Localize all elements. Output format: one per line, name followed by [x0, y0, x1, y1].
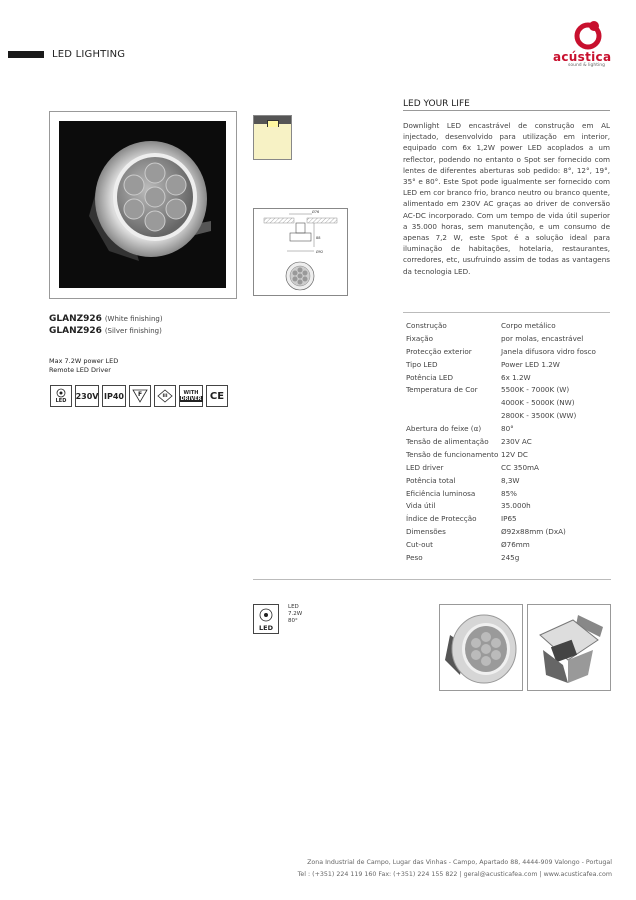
- dim-diameter-label: Ø92: [316, 250, 324, 254]
- technical-drawing: [253, 208, 348, 296]
- beam-light-swatch: [253, 115, 292, 160]
- spec-value: 4000K - 5000K (NW): [501, 398, 575, 408]
- product-code-silver: GLANZ926 (Silver finishing): [49, 326, 162, 336]
- spec-row: [406, 449, 616, 462]
- spec-value: 2800K - 3500K (WW): [501, 411, 577, 421]
- spec-row: [406, 488, 616, 501]
- spec-key: Peso: [406, 553, 423, 563]
- product-code-white: GLANZ926 (White finishing): [49, 314, 163, 324]
- product-side-photo: [527, 604, 611, 691]
- spec-value: por molas, encastrável: [501, 333, 584, 343]
- downlight-side-image: [528, 605, 610, 690]
- spec-value: Janela difusora vidro fosco: [501, 346, 596, 356]
- f-mark-icon: F: [129, 385, 151, 407]
- with-driver-icon: WITH DRIVER: [179, 385, 203, 407]
- heading-divider: [403, 110, 610, 111]
- spec-row: [406, 397, 616, 410]
- spec-value: Ø76mm: [501, 540, 530, 550]
- spec-key: Tensão de funcionamento: [406, 449, 499, 459]
- spec-value: 35.000h: [501, 501, 531, 511]
- spec-key: Fixação: [406, 333, 434, 343]
- ip-rating-icon: IP40: [102, 385, 126, 407]
- downlight-image: [59, 121, 226, 288]
- spec-row: [406, 384, 616, 397]
- spec-row: [406, 475, 616, 488]
- ce-mark-icon: CE: [206, 385, 228, 407]
- spec-row: [406, 359, 616, 372]
- spec-row: [406, 423, 616, 436]
- spec-value: 245g: [501, 553, 520, 563]
- section-title: LED LIGHTING: [52, 49, 126, 60]
- spec-row: [406, 436, 616, 449]
- spec-key: Vida útil: [406, 501, 436, 511]
- product-front-photo: [439, 604, 523, 691]
- spec-key: Índice de Protecção: [406, 514, 477, 524]
- spec-value: Corpo metálico: [501, 321, 556, 330]
- class-icon: III: [154, 385, 176, 407]
- spec-key: Construção: [406, 321, 447, 330]
- driver-note: Remote LED Driver: [49, 366, 111, 374]
- variant-spec-text: LED 7.2W 80°: [288, 604, 303, 624]
- spec-row: [406, 372, 616, 385]
- spec-row: [406, 552, 616, 565]
- dimension-diagram: [254, 209, 347, 295]
- spec-key: Abertura do feixe (α): [406, 424, 482, 434]
- spec-row: [406, 526, 616, 539]
- section-marker-bar: [8, 51, 44, 58]
- spec-key: Potência LED: [406, 372, 453, 382]
- description-text: Downlight LED encastrável de construção em AL injectado, desenvolvido para utilização em interior, equipado com 6x 1,2W power LED acoplados a um reflector, podendo no entanto o Spot ser fornecido com lentes de diferentes aberturas sob pedido: 8°, 12°, 19°, 35° e 80°. Este Spot pode igualmente ser fornecido com LED em cor branco frio, branco neutro ou branco quente, alimentado em 230V AC graças ao driver de conversão AC-DC incorporado. Com um tempo de vida útil superior a 35.000 horas, sem manutenção, e um consumo de apenas 7,2 W, este Spot é a solução ideal para iluminação de habitações, hotelaria, restaurantes, corredores, etc, usufruindo assim de todas as vantagens da tecnologia LED.: [403, 121, 610, 276]
- description-heading: LED YOUR LIFE: [403, 99, 470, 109]
- spec-row: [406, 320, 616, 333]
- brand-logo-text: acústica: [553, 50, 612, 64]
- downlight-front-image: [440, 605, 522, 690]
- spec-key: LED driver: [406, 462, 444, 472]
- lamp-glyph-icon: [267, 120, 279, 127]
- footer-contacts: Tel : (+351) 224 119 160 Fax: (+351) 224 155 822 | geral@acusticafea.com | www.acusticafea.com: [297, 871, 612, 878]
- spec-key: Eficiência luminosa: [406, 488, 476, 498]
- spec-value: 6x 1.2W: [501, 372, 531, 382]
- led-icon: LED: [50, 385, 72, 407]
- spec-row: [406, 513, 616, 526]
- spec-value: Ø92x88mm (DxA): [501, 527, 566, 537]
- brand-tagline: sound & lighting: [568, 63, 605, 68]
- spec-row: [406, 346, 616, 359]
- dim-height-label: 88: [316, 236, 321, 240]
- spec-key: Tensão de alimentação: [406, 437, 489, 447]
- spec-value: 12V DC: [501, 449, 528, 459]
- spec-key: Tipo LED: [406, 359, 438, 369]
- power-note: Max 7.2W power LED: [49, 357, 119, 365]
- brand-logo-icon: [568, 14, 608, 54]
- spec-row: [406, 462, 616, 475]
- specs-table: [406, 320, 616, 565]
- spec-value: 80°: [501, 424, 514, 434]
- dim-cutout-label: Ø76: [312, 210, 320, 214]
- spec-row: [406, 410, 616, 423]
- spec-value: IP65: [501, 514, 517, 524]
- led-bulb-glyph: [56, 388, 66, 398]
- spec-row: [406, 333, 616, 346]
- spec-key: Cut-out: [406, 540, 433, 550]
- specs-divider: [403, 312, 610, 313]
- variant-divider: [253, 579, 611, 580]
- led-badge-glyph: [254, 605, 278, 633]
- spec-key: [406, 397, 501, 410]
- variant-led-icon: [253, 604, 279, 634]
- svg-text:LED: LED: [259, 624, 273, 632]
- spec-key: Potência total: [406, 475, 456, 485]
- spec-value: CC 350mA: [501, 462, 539, 472]
- spec-row: [406, 500, 616, 513]
- footer-address: Zona Industrial de Campo, Lugar das Vinhas - Campo, Apartado 88, 4444-909 Valongo - Portugal: [307, 859, 612, 866]
- spec-key: Protecção exterior: [406, 346, 472, 356]
- spec-value: 230V AC: [501, 437, 532, 447]
- spec-key: Dimensões: [406, 527, 446, 537]
- spec-value: Power LED 1.2W: [501, 359, 560, 369]
- spec-key: Temperatura de Cor: [406, 385, 478, 395]
- voltage-icon: 230V: [75, 385, 99, 407]
- product-photo: [49, 111, 237, 299]
- spec-row: [406, 539, 616, 552]
- spec-value: 8,3W: [501, 475, 520, 485]
- spec-key: [406, 410, 501, 423]
- spec-value: 85%: [501, 488, 517, 498]
- spec-value: 5500K - 7000K (W): [501, 385, 570, 395]
